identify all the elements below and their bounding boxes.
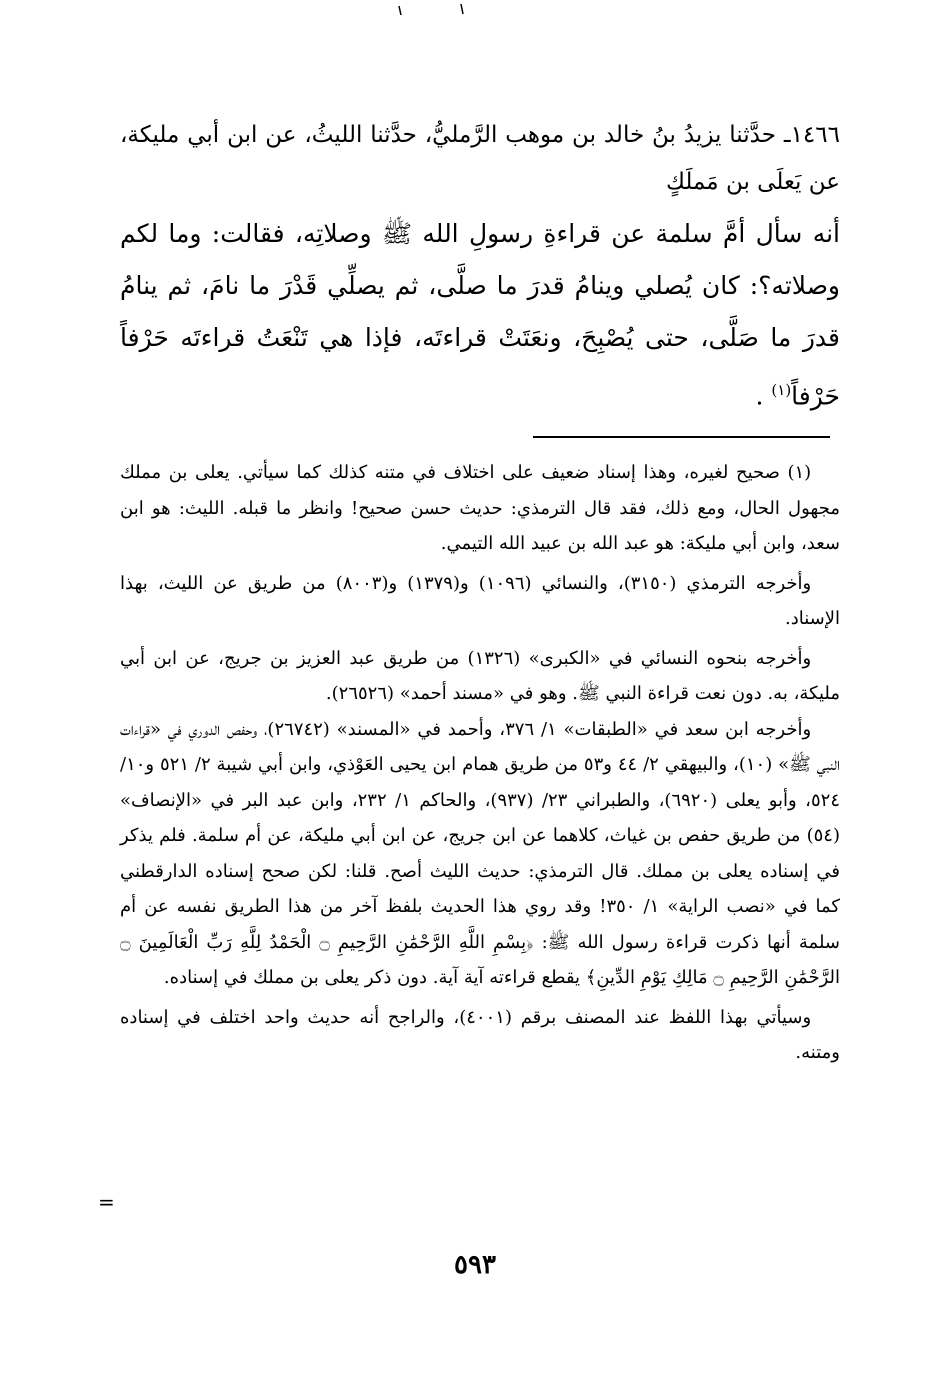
hadith-chain bbox=[120, 112, 840, 206]
hadith-chain-text: ١٤٦٦ـ حدَّثنا يزيدُ بنُ خالد بن موهب الرَّمليُّ، حدَّثنا الليثُ، عن ابن أبي مليكة، عن يَعلَى بن مَملَكٍ bbox=[120, 122, 840, 195]
continuation-mark: = bbox=[98, 1190, 115, 1214]
hadith-text bbox=[120, 208, 840, 422]
footnote-1: (١) صحيح لغيره، وهذا إسناد ضعيف على اختلاف في متنه كذلك كما سيأتي. يعلى بن مملك مجهول الحال، ومع ذلك، فقد قال الترمذي: حديث حسن صحيح! وانظر ما قبله. الليث: هو ابن سعد، وابن أبي مليكة: هو عبد الله بن عبيد الله التيمي. bbox=[120, 462, 840, 554]
footnote-takhrij-4: وسيأتي بهذا اللفظ عند المصنف برقم (٤٠٠١)، والراجح أنه حديث واحد اختلف في إسناده ومتنه. bbox=[120, 1006, 840, 1063]
footnote-marker: (١) bbox=[771, 381, 792, 399]
hadith-end-mark: . bbox=[755, 381, 772, 411]
footnotes bbox=[120, 455, 840, 1071]
footnote-takhrij-2: وأخرجه بنحوه النسائي في «الكبرى» (١٣٢٦) من طريق عبد العزيز بن جريج، عن ابن أبي مليكة، به. دون نعت قراءة النبي ﷺ. وهو في «مسند أحمد» (٢٦٥٢٦). bbox=[120, 647, 840, 704]
hadith-body-text: أنه سأل أمَّ سلمة عن قراءةِ رسولِ الله ﷺ وصلاتِه، فقالت: وما لكم وصلاته؟: كان يُصلي وينامُ قدرَ ما صلَّى، ثم يصلِّي قَدْرَ ما نامَ، ثم ينامُ قدرَ ما صَلَّى، حتى يُصْبِحَ، ونعَتَتْ قراءتَه، فإذا هي تَنْعَتُ قراءتَه حَرْفاً حَرْفاً bbox=[120, 219, 840, 411]
footnote-divider bbox=[533, 436, 830, 438]
footnote-takhrij-3: وأخرجه ابن سعد في «الطبقات» ١/ ٣٧٦، وأحمد في «المسند» (٢٦٧٤٢)، وحفص الدوري في «قراءات النبي ﷺ» (١٠)، والبيهقي ٢/ ٤٤ و٥٣ من طريق همام ابن يحيى العَوْذي، وابن أبي شيبة ٢/ ٥٢١ و١٠/ ٥٢٤، وأبو يعلى (٦٩٢٠)، والطبراني ٢٣/ (٩٣٧)، والحاكم ١/ ٢٣٢، وابن عبد البر في «الإنصاف» (٥٤) من طريق حفص بن غياث، كلاهما عن ابن جريج، عن ابن أبي مليكة، عن أم سلمة. فلم يذكر في إسناده يعلى بن مملك. قال الترمذي: حديث الليث أصح. قلنا: لكن صحح إسناده الدارقطني كما في «نصب الراية» ١/ ٣٥٠! وقد روي هذا الحديث بلفظ آخر من هذا الطريق نفسه عن أم سلمة أنها ذكرت قراءة رسول الله ﷺ: ﴿بِسْمِ اللَّهِ الرَّحْمَٰنِ الرَّحِيمِ ۝ الْحَمْدُ لِلَّهِ رَبِّ الْعَالَمِينَ ۝ الرَّحْمَٰنِ الرَّحِيمِ ۝ مَالِكِ يَوْمِ الدِّينِ﴾ يقطع قراءته آية آية. دون ذكر يعلى بن مملك في إسناده. bbox=[120, 718, 840, 988]
scan-artifact-mark bbox=[395, 2, 467, 16]
page-number: ٥٩٣ bbox=[454, 1250, 496, 1280]
footnote-takhrij-1: وأخرجه الترمذي (٣١٥٠)، والنسائي (١٠٩٦) و(١٣٧٩) و(٨٠٠٣) من طريق عن الليث، بهذا الإسناد. bbox=[120, 572, 840, 629]
